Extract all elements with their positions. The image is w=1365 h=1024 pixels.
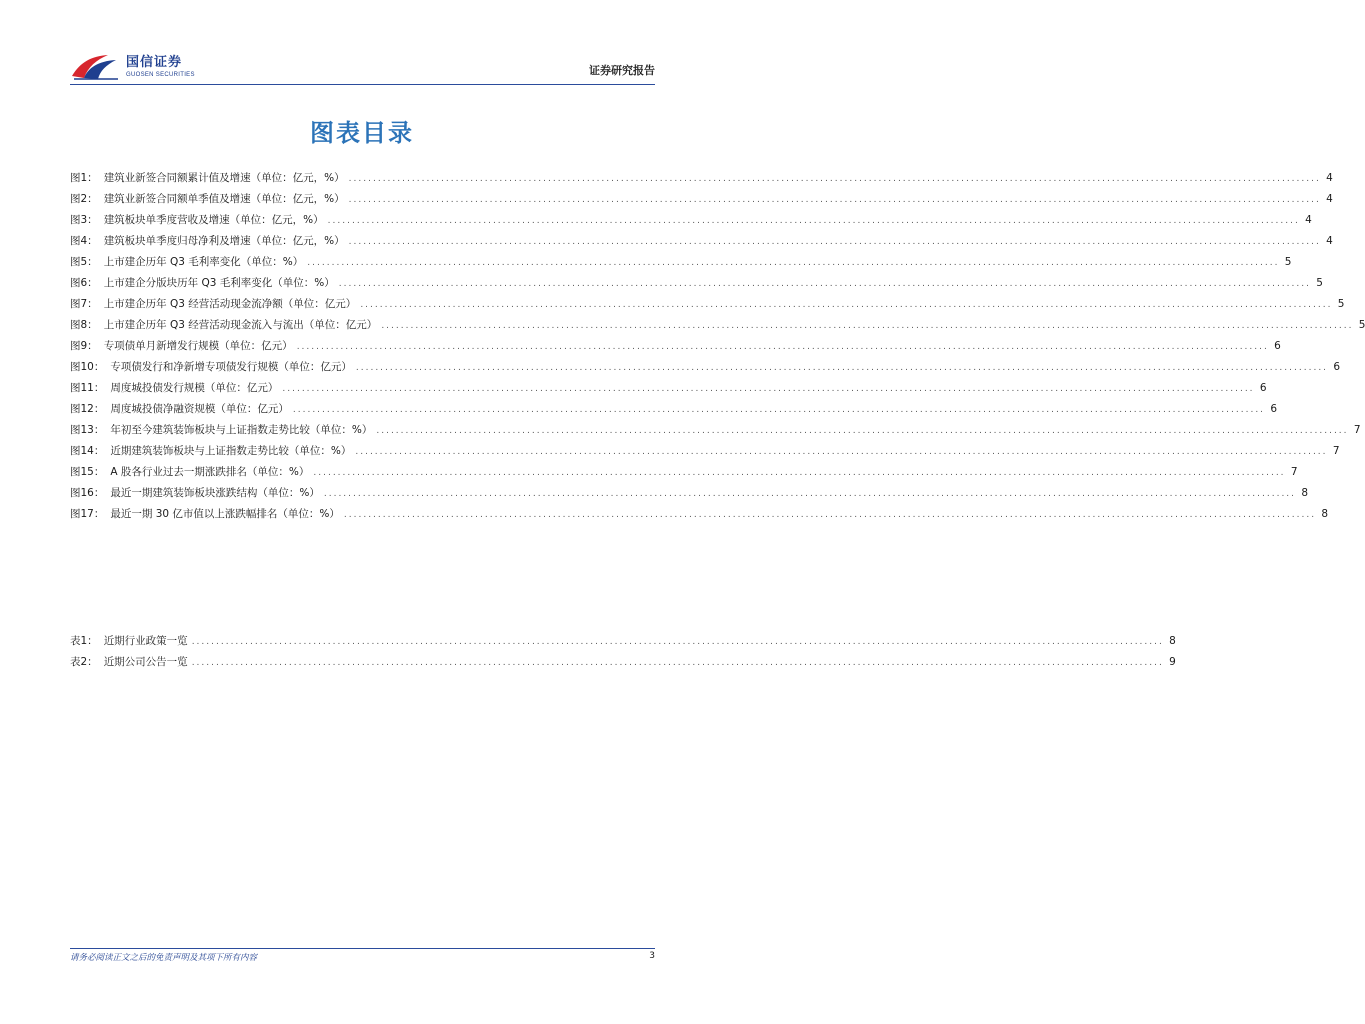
entry-label: 图12： xyxy=(70,403,105,415)
dot-leader: ........................................................................................................................................................................................................ xyxy=(343,510,1317,520)
entry-title: 周度城投债净融资规模（单位：亿元） xyxy=(110,403,289,415)
entry-title: 年初至今建筑装饰板块与上证指数走势比较（单位：%） xyxy=(110,424,373,436)
dot-leader: ........................................................................................................................................................................................................ xyxy=(355,363,1329,373)
entry-label: 图4： xyxy=(70,235,98,247)
entry-title: 近期公司公告一览 xyxy=(103,656,188,668)
entry-title: 上市建企历年 Q3 毛利率变化（单位：%） xyxy=(103,256,304,268)
entry-title: 专项债发行和净新增专项债发行规模（单位：亿元） xyxy=(110,361,352,373)
entry-page-number: 4 xyxy=(1305,214,1312,226)
entry-title: 上市建企历年 Q3 经营活动现金流净额（单位：亿元） xyxy=(103,298,357,310)
dot-leader: ........................................................................................................................................................................................................ xyxy=(376,426,1349,436)
entry-page-number: 8 xyxy=(1321,508,1329,520)
dot-leader: ........................................................................................................................................................................................................ xyxy=(381,321,1354,331)
entry-page-number: 5 xyxy=(1284,256,1292,268)
entry-page-number: 9 xyxy=(1169,656,1176,668)
figure-list xyxy=(70,170,1365,527)
dot-leader: ........................................................................................................................................................................................................ xyxy=(348,195,1321,205)
entry-title: 近期建筑装饰板块与上证指数走势比较（单位：%） xyxy=(110,445,352,457)
entry-title: 周度城投债发行规模（单位：亿元） xyxy=(110,382,279,394)
figure-entry[interactable] xyxy=(70,338,1281,359)
brand-name-en: GUOSEN SECURITIES xyxy=(126,72,195,78)
figure-entry[interactable] xyxy=(70,296,1345,317)
dot-leader: ........................................................................................................................................................................................................ xyxy=(327,216,1300,226)
entry-title: 最近一期 30 亿市值以上涨跌幅排名（单位：%） xyxy=(110,508,340,520)
brand-logo xyxy=(70,52,195,82)
header-divider xyxy=(70,84,655,85)
entry-label: 图17： xyxy=(70,508,105,520)
figure-entry[interactable] xyxy=(70,359,1341,380)
dot-leader: ........................................................................................................................................................................................................ xyxy=(323,489,1297,499)
entry-label: 图10： xyxy=(70,361,105,373)
table-list xyxy=(70,633,1176,675)
dot-leader: ........................................................................................................................................................................................................ xyxy=(191,658,1164,668)
entry-page-number: 7 xyxy=(1353,424,1361,436)
entry-title: 最近一期建筑装饰板块涨跌结构（单位：%） xyxy=(110,487,320,499)
dot-leader: ........................................................................................................................................................................................................ xyxy=(348,174,1321,184)
entry-title: 近期行业政策一览 xyxy=(103,635,188,647)
entry-title: 建筑板块单季度归母净利及增速（单位：亿元，%） xyxy=(103,235,345,247)
dot-leader: ........................................................................................................................................................................................................ xyxy=(282,384,1255,394)
entry-page-number: 8 xyxy=(1169,635,1176,647)
entry-page-number: 6 xyxy=(1333,361,1341,373)
entry-title: 建筑业新签合同额累计值及增速（单位：亿元，%） xyxy=(103,172,345,184)
figure-entry[interactable] xyxy=(70,317,1365,338)
dot-leader: ........................................................................................................................................................................................................ xyxy=(307,258,1280,268)
entry-label: 表2： xyxy=(70,656,98,668)
entry-page-number: 4 xyxy=(1326,193,1333,205)
entry-title: 专项债单月新增发行规模（单位：亿元） xyxy=(103,340,293,352)
table-entry[interactable] xyxy=(70,654,1176,675)
brand-name-cn: 国信证券 xyxy=(126,55,183,70)
figure-entry[interactable] xyxy=(70,254,1292,275)
entry-title: 建筑业新签合同额单季值及增速（单位：亿元，%） xyxy=(103,193,345,205)
page-title: 图表目录 xyxy=(310,119,414,147)
entry-page-number: 5 xyxy=(1358,319,1365,331)
dot-leader: ........................................................................................................................................................................................................ xyxy=(296,342,1269,352)
dot-leader: ........................................................................................................................................................................................................ xyxy=(360,300,1333,310)
entry-title: 上市建企历年 Q3 经营活动现金流入与流出（单位：亿元） xyxy=(103,319,378,331)
entry-label: 图15： xyxy=(70,466,105,478)
entry-label: 图7： xyxy=(70,298,98,310)
dot-leader: ........................................................................................................................................................................................................ xyxy=(292,405,1266,415)
entry-title: 建筑板块单季度营收及增速（单位：亿元，%） xyxy=(103,214,324,226)
figure-entry[interactable] xyxy=(70,422,1361,443)
entry-page-number: 6 xyxy=(1274,340,1281,352)
entry-label: 图5： xyxy=(70,256,98,268)
dot-leader: ........................................................................................................................................................................................................ xyxy=(338,279,1311,289)
dot-leader: ........................................................................................................................................................................................................ xyxy=(191,637,1164,647)
brand-text xyxy=(126,56,195,78)
figure-entry[interactable] xyxy=(70,380,1267,401)
figure-entry[interactable] xyxy=(70,212,1312,233)
guosen-logo-icon xyxy=(70,52,122,82)
entry-label: 图13： xyxy=(70,424,105,436)
entry-page-number: 6 xyxy=(1270,403,1278,415)
figure-entry[interactable] xyxy=(70,233,1333,254)
footer-disclaimer: 请务必阅读正文之后的免责声明及其项下所有内容 xyxy=(70,953,258,963)
figure-entry[interactable] xyxy=(70,275,1323,296)
report-type-label: 证券研究报告 xyxy=(589,64,655,77)
page-header xyxy=(70,52,655,84)
figure-entry[interactable] xyxy=(70,170,1333,191)
figure-entry[interactable] xyxy=(70,464,1298,485)
page-number: 3 xyxy=(649,951,655,961)
entry-label: 图1： xyxy=(70,172,98,184)
table-entry[interactable] xyxy=(70,633,1176,654)
entry-label: 图14： xyxy=(70,445,105,457)
entry-page-number: 5 xyxy=(1316,277,1323,289)
figure-entry[interactable] xyxy=(70,485,1309,506)
entry-label: 图9： xyxy=(70,340,98,352)
entry-page-number: 8 xyxy=(1301,487,1309,499)
entry-page-number: 5 xyxy=(1337,298,1345,310)
figure-entry[interactable] xyxy=(70,191,1333,212)
dot-leader: ........................................................................................................................................................................................................ xyxy=(348,237,1321,247)
entry-page-number: 4 xyxy=(1326,172,1333,184)
figure-entry[interactable] xyxy=(70,506,1329,527)
entry-title: A 股各行业过去一期涨跌排名（单位：%） xyxy=(110,466,310,478)
entry-page-number: 7 xyxy=(1332,445,1340,457)
footer-divider xyxy=(70,948,655,949)
entry-label: 图16： xyxy=(70,487,105,499)
entry-label: 图11： xyxy=(70,382,105,394)
entry-title: 上市建企分版块历年 Q3 毛利率变化（单位：%） xyxy=(103,277,335,289)
dot-leader: ........................................................................................................................................................................................................ xyxy=(313,468,1286,478)
entry-page-number: 4 xyxy=(1326,235,1333,247)
entry-page-number: 7 xyxy=(1290,466,1298,478)
entry-label: 图2： xyxy=(70,193,98,205)
entry-label: 图8： xyxy=(70,319,98,331)
entry-page-number: 6 xyxy=(1259,382,1267,394)
entry-label: 表1： xyxy=(70,635,98,647)
figure-entry[interactable] xyxy=(70,401,1278,422)
dot-leader: ........................................................................................................................................................................................................ xyxy=(355,447,1328,457)
figure-entry[interactable] xyxy=(70,443,1340,464)
entry-label: 图3： xyxy=(70,214,98,226)
entry-label: 图6： xyxy=(70,277,98,289)
